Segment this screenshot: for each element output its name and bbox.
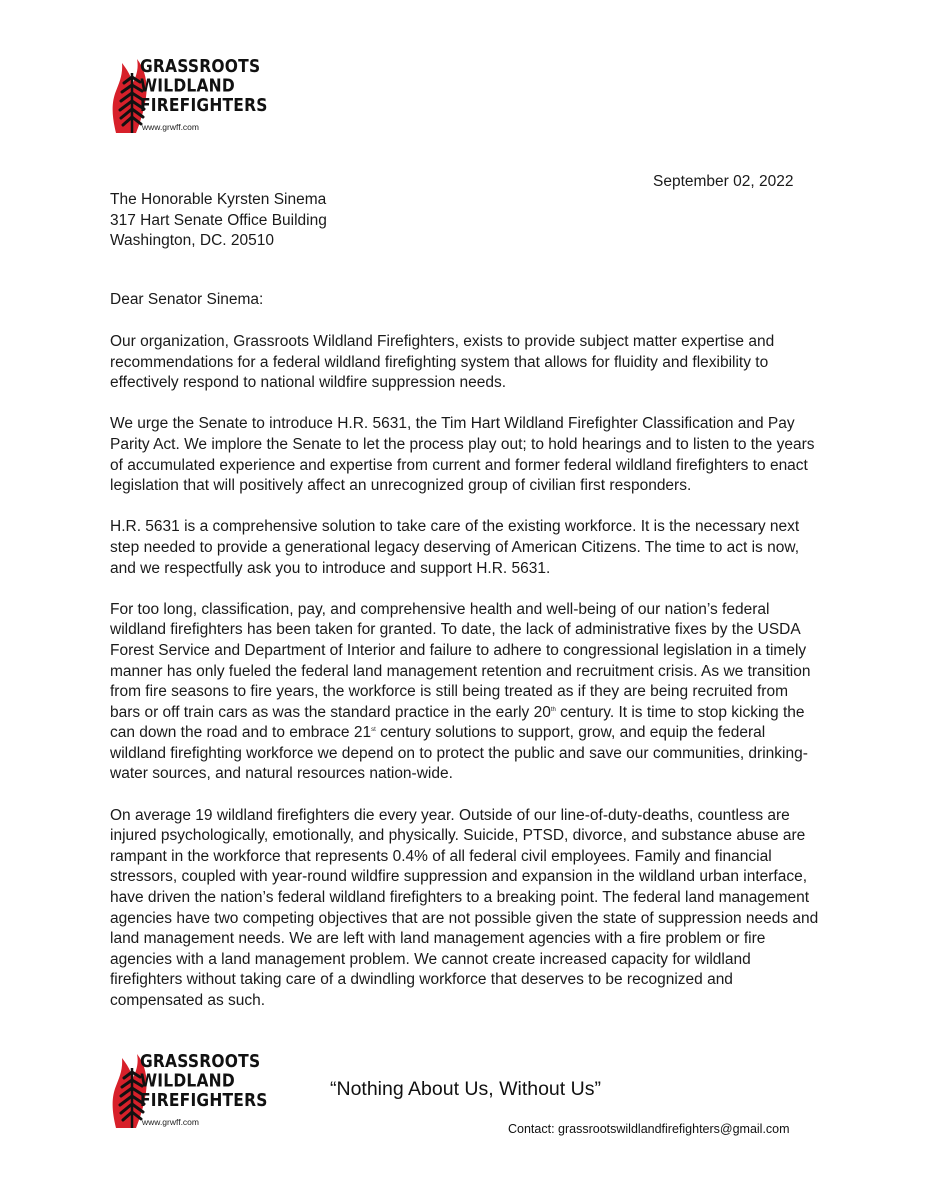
paragraph-4	[110, 600, 822, 785]
logo-line-1: GRASSROOTS	[140, 55, 261, 77]
logo-url: www.grwff.com	[142, 122, 199, 132]
salutation: Dear Senator Sinema:	[110, 291, 264, 308]
logo-line-3: FIREFIGHTERS	[140, 94, 268, 116]
address-line: Washington, DC. 20510	[110, 232, 274, 249]
footer-motto: “Nothing About Us, Without Us”	[330, 1078, 601, 1100]
paragraph-3: H.R. 5631 is a comprehensive solution to take care of the existing workforce. It is the necessary next step needed to provide a generational legacy deserving of American Citizens. The time to act is now, and we respectfully ask you to introduce and support H.R. 5631.	[110, 518, 800, 577]
recipient-address	[110, 190, 327, 252]
letter-date: September 02, 2022	[653, 173, 794, 190]
address-line: 317 Hart Senate Office Building	[110, 211, 327, 229]
logo-url: www.grwff.com	[142, 1117, 199, 1127]
address-line: The Honorable Kyrsten Sinema	[110, 191, 327, 208]
footer-logo	[110, 1050, 268, 1140]
logo-line-3: FIREFIGHTERS	[140, 1089, 268, 1111]
logo-line-2: WILDLAND	[140, 75, 235, 97]
header-logo	[110, 55, 268, 145]
paragraph-1: Our organization, Grassroots Wildland Firefighters, exists to provide subject matter expertise and recommendations for a federal wildland firefighting system that allows for fluidity and flexibility to effectively respond to national wildfire suppression needs.	[110, 333, 775, 392]
ordinal-suffix-th: th	[550, 706, 556, 713]
footer-contact: Contact: grassrootswildlandfirefighters@gmail.com	[508, 1122, 790, 1136]
logo-wordmark	[140, 55, 268, 116]
paragraph-2: We urge the Senate to introduce H.R. 5631, the Tim Hart Wildland Firefighter Classification and Pay Parity Act. We implore the Senate to let the process play out; to hold hearings and to listen to the years of accumulated experience and expertise from current and former federal wildland firefighters to enact legislation that will positively affect an unrecognized group of civilian first responders.	[110, 415, 815, 495]
logo-wordmark	[140, 1050, 268, 1111]
logo-line-2: WILDLAND	[140, 1070, 235, 1092]
paragraph-4-part-b: century. It is time to stop kicking the can down the road and to embrace 21	[110, 703, 805, 742]
ordinal-suffix-st: st	[371, 727, 376, 734]
logo-line-1: GRASSROOTS	[140, 1050, 261, 1072]
paragraph-4-part-a: For too long, classification, pay, and comprehensive health and well-being of our nation’s federal wildland firefighters has been taken for granted. To date, the lack of administrative fixes by the USDA Forest Service and Department of Interior and failure to adhere to congressional legislation in a timely manner has only fueled the federal land management retention and recruitment crisis. As we transition from fire seasons to fire years, the workforce is still being treated as if they are being recruited from bars or off train cars as was the standard practice in the early 20	[110, 600, 811, 721]
paragraph-4-part-c: century solutions to support, grow, and equip the federal wildland firefighting workforce we depend on to protect the public and save our communities, drinking-water sources, and natural resources nation-wide.	[110, 724, 808, 783]
paragraph-5: On average 19 wildland firefighters die every year. Outside of our line-of-duty-deaths, countless are injured psychologically, emotionally, and physically. Suicide, PTSD, divorce, and substance abuse are rampant in the workforce that represents 0.4% of all federal civil employees. Family and financial stressors, coupled with year-round wildfire suppression and expansion in the wildland urban interface, have driven the nation’s federal wildland firefighters to a breaking point. The federal land management agencies have two competing objectives that are not possible given the state of suppression needs and land management needs. We are left with land management agencies with a fire problem or fire agencies with a land management problem. We cannot create increased capacity for wildland firefighters without taking care of a dwindling workforce that deserves to be recognized and compensated as such.	[110, 806, 819, 1009]
letter-body	[110, 332, 822, 1032]
